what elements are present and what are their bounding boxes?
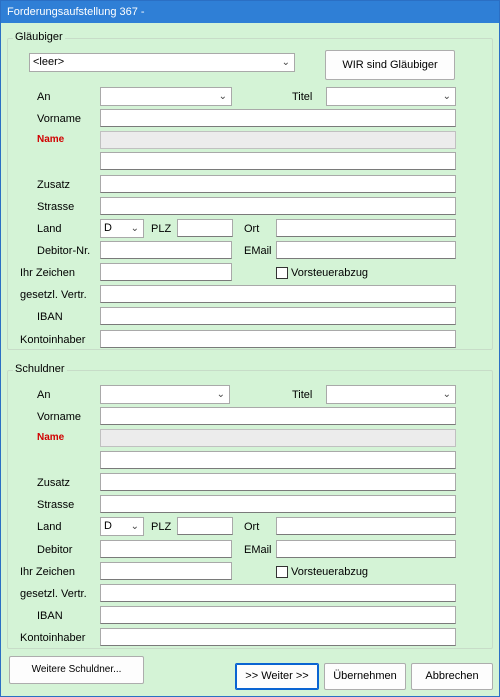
glaeubiger-vorsteuer-label: Vorsteuerabzug bbox=[291, 267, 369, 279]
schuldner-email-label: EMail bbox=[244, 544, 272, 556]
glaeubiger-ort-input[interactable] bbox=[276, 219, 456, 237]
glaeubiger-plz-label: PLZ bbox=[151, 223, 172, 235]
glaeubiger-an-label: An bbox=[37, 91, 51, 103]
window-title: Forderungsaufstellung 367 - bbox=[1, 1, 499, 23]
schuldner-ort-label: Ort bbox=[244, 521, 260, 533]
glaeubiger-group-label: Gläubiger bbox=[15, 31, 63, 43]
chevron-down-icon: ⌄ bbox=[442, 389, 451, 400]
schuldner-an-label: An bbox=[37, 389, 51, 401]
uebernehmen-button[interactable]: Übernehmen bbox=[324, 663, 406, 690]
wir-sind-glaeubiger-button[interactable]: WIR sind Gläubiger bbox=[325, 50, 455, 80]
chevron-down-icon: ⌄ bbox=[130, 223, 139, 234]
schuldner-ort-input[interactable] bbox=[276, 517, 456, 535]
glaeubiger-name-input[interactable] bbox=[100, 131, 456, 149]
weiter-button[interactable]: >> Weiter >> bbox=[235, 663, 319, 690]
glaeubiger-land-label: Land bbox=[37, 223, 62, 235]
glaeubiger-kontoinhaber-input[interactable] bbox=[100, 330, 456, 348]
schuldner-ihr-zeichen-label: Ihr Zeichen bbox=[20, 566, 76, 578]
glaeubiger-zusatz-label: Zusatz bbox=[37, 179, 71, 191]
chevron-down-icon: ⌄ bbox=[442, 91, 451, 102]
glaeubiger-debitor-input[interactable] bbox=[100, 241, 232, 259]
schuldner-vorsteuer-label: Vorsteuerabzug bbox=[291, 566, 369, 578]
schuldner-land-label: Land bbox=[37, 521, 62, 533]
glaeubiger-email-label: EMail bbox=[244, 245, 272, 257]
chevron-down-icon: ⌄ bbox=[216, 389, 225, 400]
glaeubiger-gesetzl-label: gesetzl. Vertr. bbox=[20, 289, 87, 301]
glaeubiger-land-value: D bbox=[104, 222, 112, 234]
schuldner-ihr-zeichen-input[interactable] bbox=[100, 562, 232, 580]
schuldner-strasse-input[interactable] bbox=[100, 495, 456, 513]
schuldner-plz-label: PLZ bbox=[151, 521, 172, 533]
schuldner-vorname-input[interactable] bbox=[100, 407, 456, 425]
glaeubiger-name2-input[interactable] bbox=[100, 152, 456, 170]
weitere-schuldner-button[interactable]: Weitere Schuldner... bbox=[9, 656, 144, 684]
schuldner-gesetzl-input[interactable] bbox=[100, 584, 456, 602]
glaeubiger-name-label: Name bbox=[37, 134, 65, 145]
schuldner-titel-combo[interactable] bbox=[326, 385, 456, 404]
glaeubiger-selector[interactable] bbox=[29, 53, 295, 72]
glaeubiger-land-combo[interactable] bbox=[100, 219, 144, 238]
glaeubiger-vorsteuer-checkbox[interactable] bbox=[276, 267, 288, 279]
schuldner-name-label: Name bbox=[37, 432, 65, 443]
schuldner-name-input[interactable] bbox=[100, 429, 456, 447]
glaeubiger-vorname-input[interactable] bbox=[100, 109, 456, 127]
glaeubiger-vorname-label: Vorname bbox=[37, 113, 82, 125]
glaeubiger-ihr-zeichen-input[interactable] bbox=[100, 263, 232, 281]
glaeubiger-selector-value: <leer> bbox=[33, 56, 65, 68]
schuldner-zusatz-label: Zusatz bbox=[37, 477, 71, 489]
glaeubiger-zusatz-input[interactable] bbox=[100, 175, 456, 193]
schuldner-land-value: D bbox=[104, 520, 112, 532]
glaeubiger-iban-input[interactable] bbox=[100, 307, 456, 325]
schuldner-email-input[interactable] bbox=[276, 540, 456, 558]
glaeubiger-an-combo[interactable] bbox=[100, 87, 232, 106]
schuldner-iban-input[interactable] bbox=[100, 606, 456, 624]
abbrechen-button[interactable]: Abbrechen bbox=[411, 663, 493, 690]
glaeubiger-group bbox=[7, 38, 493, 350]
glaeubiger-plz-input[interactable] bbox=[177, 219, 233, 237]
schuldner-an-combo[interactable] bbox=[100, 385, 230, 404]
schuldner-kontoinhaber-input[interactable] bbox=[100, 628, 456, 646]
glaeubiger-ihr-zeichen-label: Ihr Zeichen bbox=[20, 267, 76, 279]
schuldner-titel-label: Titel bbox=[292, 389, 313, 401]
glaeubiger-strasse-label: Strasse bbox=[37, 201, 75, 213]
glaeubiger-email-input[interactable] bbox=[276, 241, 456, 259]
glaeubiger-titel-label: Titel bbox=[292, 91, 313, 103]
glaeubiger-strasse-input[interactable] bbox=[100, 197, 456, 215]
schuldner-vorname-label: Vorname bbox=[37, 411, 82, 423]
chevron-down-icon: ⌄ bbox=[218, 91, 227, 102]
glaeubiger-ort-label: Ort bbox=[244, 223, 260, 235]
schuldner-plz-input[interactable] bbox=[177, 517, 233, 535]
schuldner-iban-label: IBAN bbox=[37, 610, 63, 622]
schuldner-vorsteuer-checkbox[interactable] bbox=[276, 566, 288, 578]
schuldner-gesetzl-label: gesetzl. Vertr. bbox=[20, 588, 87, 600]
schuldner-kontoinhaber-label: Kontoinhaber bbox=[20, 632, 86, 644]
schuldner-name2-input[interactable] bbox=[100, 451, 456, 469]
schuldner-group-label: Schuldner bbox=[15, 363, 65, 375]
schuldner-debitor-input[interactable] bbox=[100, 540, 232, 558]
schuldner-zusatz-input[interactable] bbox=[100, 473, 456, 491]
glaeubiger-gesetzl-input[interactable] bbox=[100, 285, 456, 303]
glaeubiger-titel-combo[interactable] bbox=[326, 87, 456, 106]
chevron-down-icon: ⌄ bbox=[130, 521, 139, 532]
glaeubiger-kontoinhaber-label: Kontoinhaber bbox=[20, 334, 86, 346]
schuldner-debitor-label: Debitor bbox=[37, 544, 73, 556]
glaeubiger-iban-label: IBAN bbox=[37, 311, 63, 323]
schuldner-strasse-label: Strasse bbox=[37, 499, 75, 511]
glaeubiger-debitor-label: Debitor-Nr. bbox=[37, 245, 91, 257]
chevron-down-icon: ⌄ bbox=[281, 57, 290, 68]
schuldner-land-combo[interactable] bbox=[100, 517, 144, 536]
